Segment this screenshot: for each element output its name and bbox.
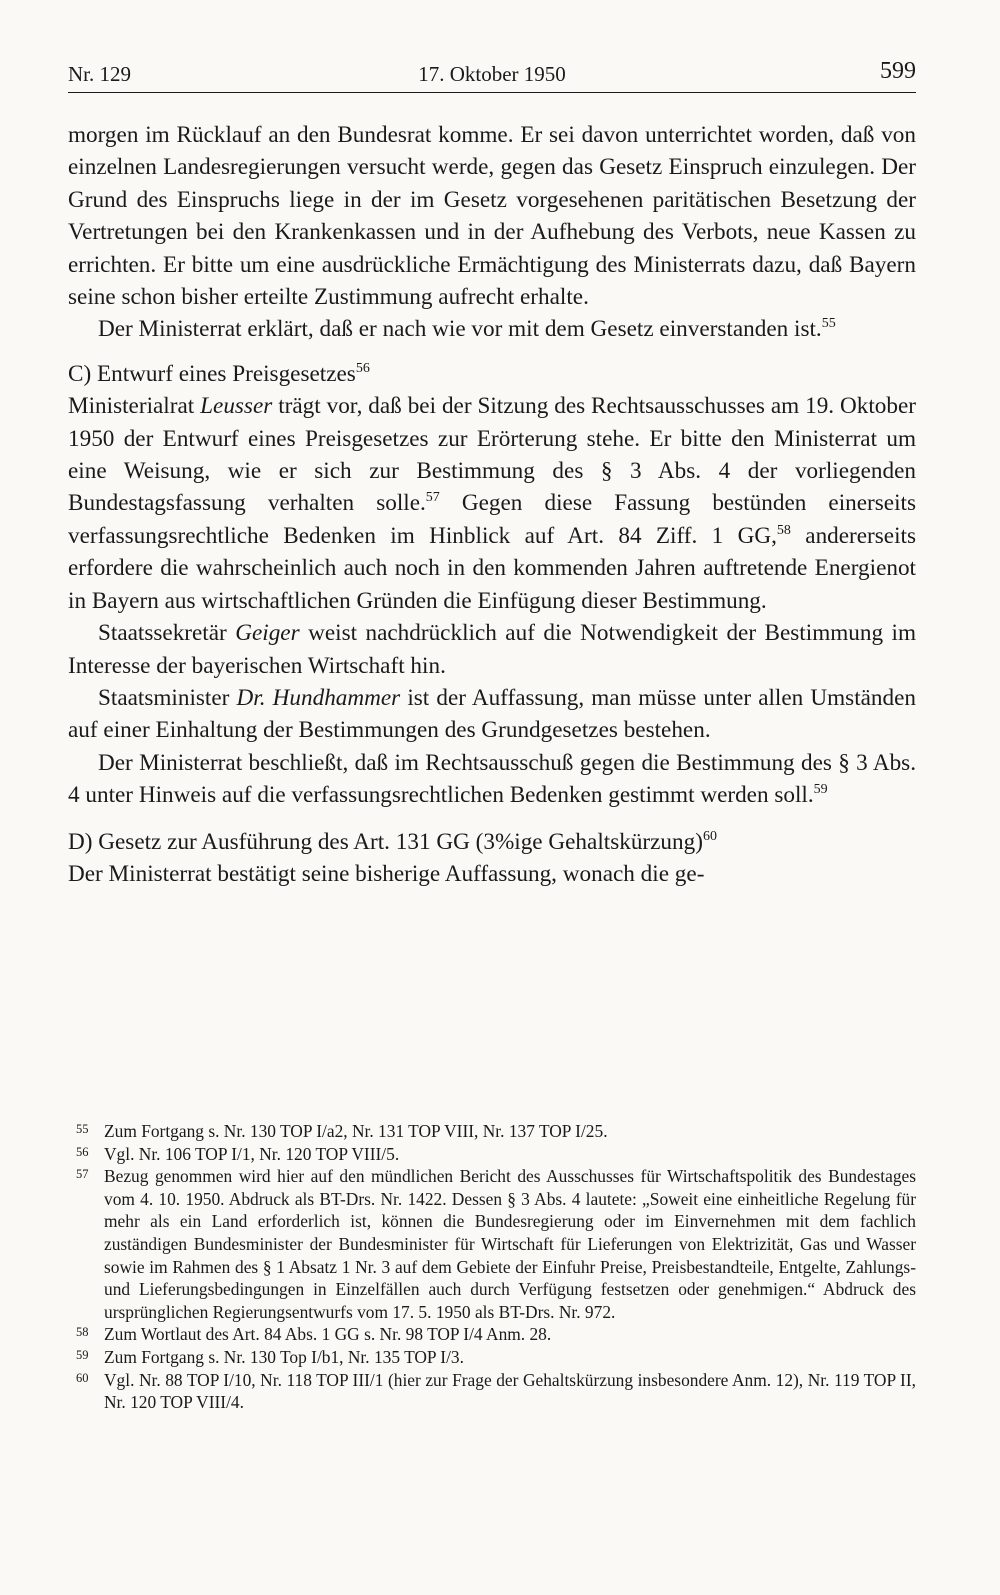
footnote-number: 55 xyxy=(76,1122,89,1136)
heading-text: C) Entwurf eines Preisgesetzes xyxy=(68,360,356,387)
footnote-60 xyxy=(68,1369,916,1414)
footnote-text: Zum Fortgang s. Nr. 130 TOP I/a2, Nr. 131 TOP VIII, Nr. 137 TOP I/25. xyxy=(104,1121,608,1141)
footnote-58 xyxy=(68,1323,916,1346)
paragraph-text: Der Ministerrat erklärt, daß er nach wie vor mit dem Gesetz einverstanden ist. xyxy=(98,316,822,343)
footnote-text: Vgl. Nr. 88 TOP I/10, Nr. 118 TOP III/1 (hier zur Frage der Gehaltskürzung insbesondere Anm. 12), Nr. 119 TOP II, Nr. 120 TOP VIII/4. xyxy=(104,1369,916,1413)
paragraph-geiger xyxy=(68,617,916,682)
footnote-number: 58 xyxy=(76,1325,89,1340)
paragraph-resolution-d: Der Ministerrat bestätigt seine bisherige Auffassung, wonach die ge- xyxy=(68,860,705,887)
paragraph-text: Gegen diese Fassung bestünden einerseits verfassungsrechtliche Bedenken im Hinblick auf Art. 84 Ziff. 1 GG, xyxy=(68,490,917,549)
heading-text: D) Gesetz zur Ausführung des Art. 131 GG (3%ige Gehaltskürzung) xyxy=(68,828,703,855)
footnotes xyxy=(68,1120,916,1414)
footnote-number: 57 xyxy=(76,1167,89,1182)
paragraph-leusser xyxy=(68,390,916,617)
footnote-number: 56 xyxy=(76,1144,89,1159)
paragraph-text: weist nachdrücklich auf die Notwendigkeit der Bestimmung im Interesse der bayerischen Wirtschaft hin. xyxy=(68,620,916,679)
paragraph-text: Staatssekretär xyxy=(98,620,236,647)
main-text xyxy=(68,119,916,890)
header-document-number: Nr. 129 xyxy=(68,62,131,86)
footnote-55 xyxy=(68,1120,916,1143)
speaker-name: Geiger xyxy=(235,620,300,647)
paragraph-text: Ministerialrat xyxy=(68,393,201,420)
footnote-56 xyxy=(68,1143,916,1166)
speaker-name: Dr. Hundhammer xyxy=(236,684,401,711)
footnote-text: Bezug genommen wird hier auf den mündlichen Bericht des Ausschusses für Wirtschaftspolitik des Bundestages vom 4. 10. 1950. Abdruck als BT-Drs. Nr. 1422. Dessen § 3 Abs. 4 lautete: „Soweit eine einheitliche Regelung für mehr als ein Land erforderlich ist, können die Bundesregierung oder im Einvernehmen mit dem fachlich zuständigen Bundesminister der Bundesminister für Wirtschaft für Lieferungen von Elektrizität, Gas und Wasser sowie im Rahmen des § 1 Absatz 1 Nr. 3 auf dem Gebiete der Einfuhr Preise, Preisbestandteile, Entgelte, Zahlungs- und Lieferungsbedingungen in Einzelfällen auch durch Verfügung festsetzen oder genehmigen.“ Abdruck des ursprünglichen Regierungsentwurfs vom 17. 5. 1950 als BT-Drs. Nr. 972. xyxy=(104,1166,916,1322)
speaker-name: Leusser xyxy=(200,393,273,420)
paragraph-continuation: morgen im Rücklauf an den Bundesrat komme. Er sei davon unterrichtet worden, daß von einzelnen Landesregierungen versucht werde, gegen das Gesetz Einspruch einzulegen. Der Grund des Einspruchs liege in der im Gesetz vorgesehenen paritätischen Besetzung der Vertretungen bei den Krankenkassen und in der Aufhebung des Verbots, neue Kassen zu errichten. Er bitte um eine ausdrückliche Ermächtigung des Ministerrats dazu, daß Bayern seine schon bisher erteilte Zustimmung aufrecht erhalte. xyxy=(68,122,916,311)
footnote-57 xyxy=(68,1165,916,1323)
section-heading-c xyxy=(68,358,916,390)
footnote-number: 60 xyxy=(76,1370,89,1385)
paragraph-hundhammer xyxy=(68,682,916,747)
footnote-ref-58[interactable]: 58 xyxy=(776,522,791,538)
footnote-number: 59 xyxy=(76,1347,89,1362)
paragraph-text: Staatsminister xyxy=(98,684,237,711)
footnote-59 xyxy=(68,1346,916,1369)
footnote-text: Vgl. Nr. 106 TOP I/1, Nr. 120 TOP VIII/5. xyxy=(104,1143,400,1164)
footnote-ref-60[interactable]: 60 xyxy=(702,828,717,844)
footnote-ref-59[interactable]: 59 xyxy=(813,782,828,798)
paragraph-text: trägt vor, daß bei der Sitzung des Rechtsausschusses am 19. Oktober 1950 der Entwurf eines Preisgesetzes zur Erörterung stehe. Er bitte den Ministerrat um eine Weisung, wie er sich zur Bestimmung des § 3 Abs. 4 der vorliegenden Bundestagsfassung verhalten solle. xyxy=(68,393,916,517)
footnote-text: Zum Wortlaut des Art. 84 Abs. 1 GG s. Nr. 98 TOP I/4 Anm. 28. xyxy=(104,1324,552,1345)
footnote-ref-55[interactable]: 55 xyxy=(821,316,836,332)
header-date: 17. Oktober 1950 xyxy=(418,62,566,86)
footnote-ref-57[interactable]: 57 xyxy=(425,490,440,506)
running-header xyxy=(68,52,916,93)
section-heading-d xyxy=(68,826,916,858)
page-number: 599 xyxy=(880,58,916,84)
paragraph-text: andererseits erfordere die wahrscheinlich auch noch in den kommenden Jahren auftretende Energienot in Bayern aus wirtschaftlichen Gründen die Einfügung dieser Bestimmung. xyxy=(68,522,917,614)
document-page xyxy=(68,52,916,890)
paragraph-text: ist der Auffassung, man müsse unter allen Umständen auf einer Einhaltung der Bestimmungen des Grundgesetzes bestehen. xyxy=(68,684,916,744)
paragraph-text: Der Ministerrat beschließt, daß im Rechtsausschuß gegen die Bestimmung des § 3 Abs. 4 unter Hinweis auf die verfassungsrechtlichen Bedenken gestimmt werden soll. xyxy=(68,749,916,809)
footnote-ref-56[interactable]: 56 xyxy=(355,360,370,376)
paragraph-resolution-b xyxy=(68,313,916,345)
footnote-text: Zum Fortgang s. Nr. 130 Top I/b1, Nr. 135 TOP I/3. xyxy=(104,1346,464,1367)
paragraph-resolution-c xyxy=(68,747,916,812)
